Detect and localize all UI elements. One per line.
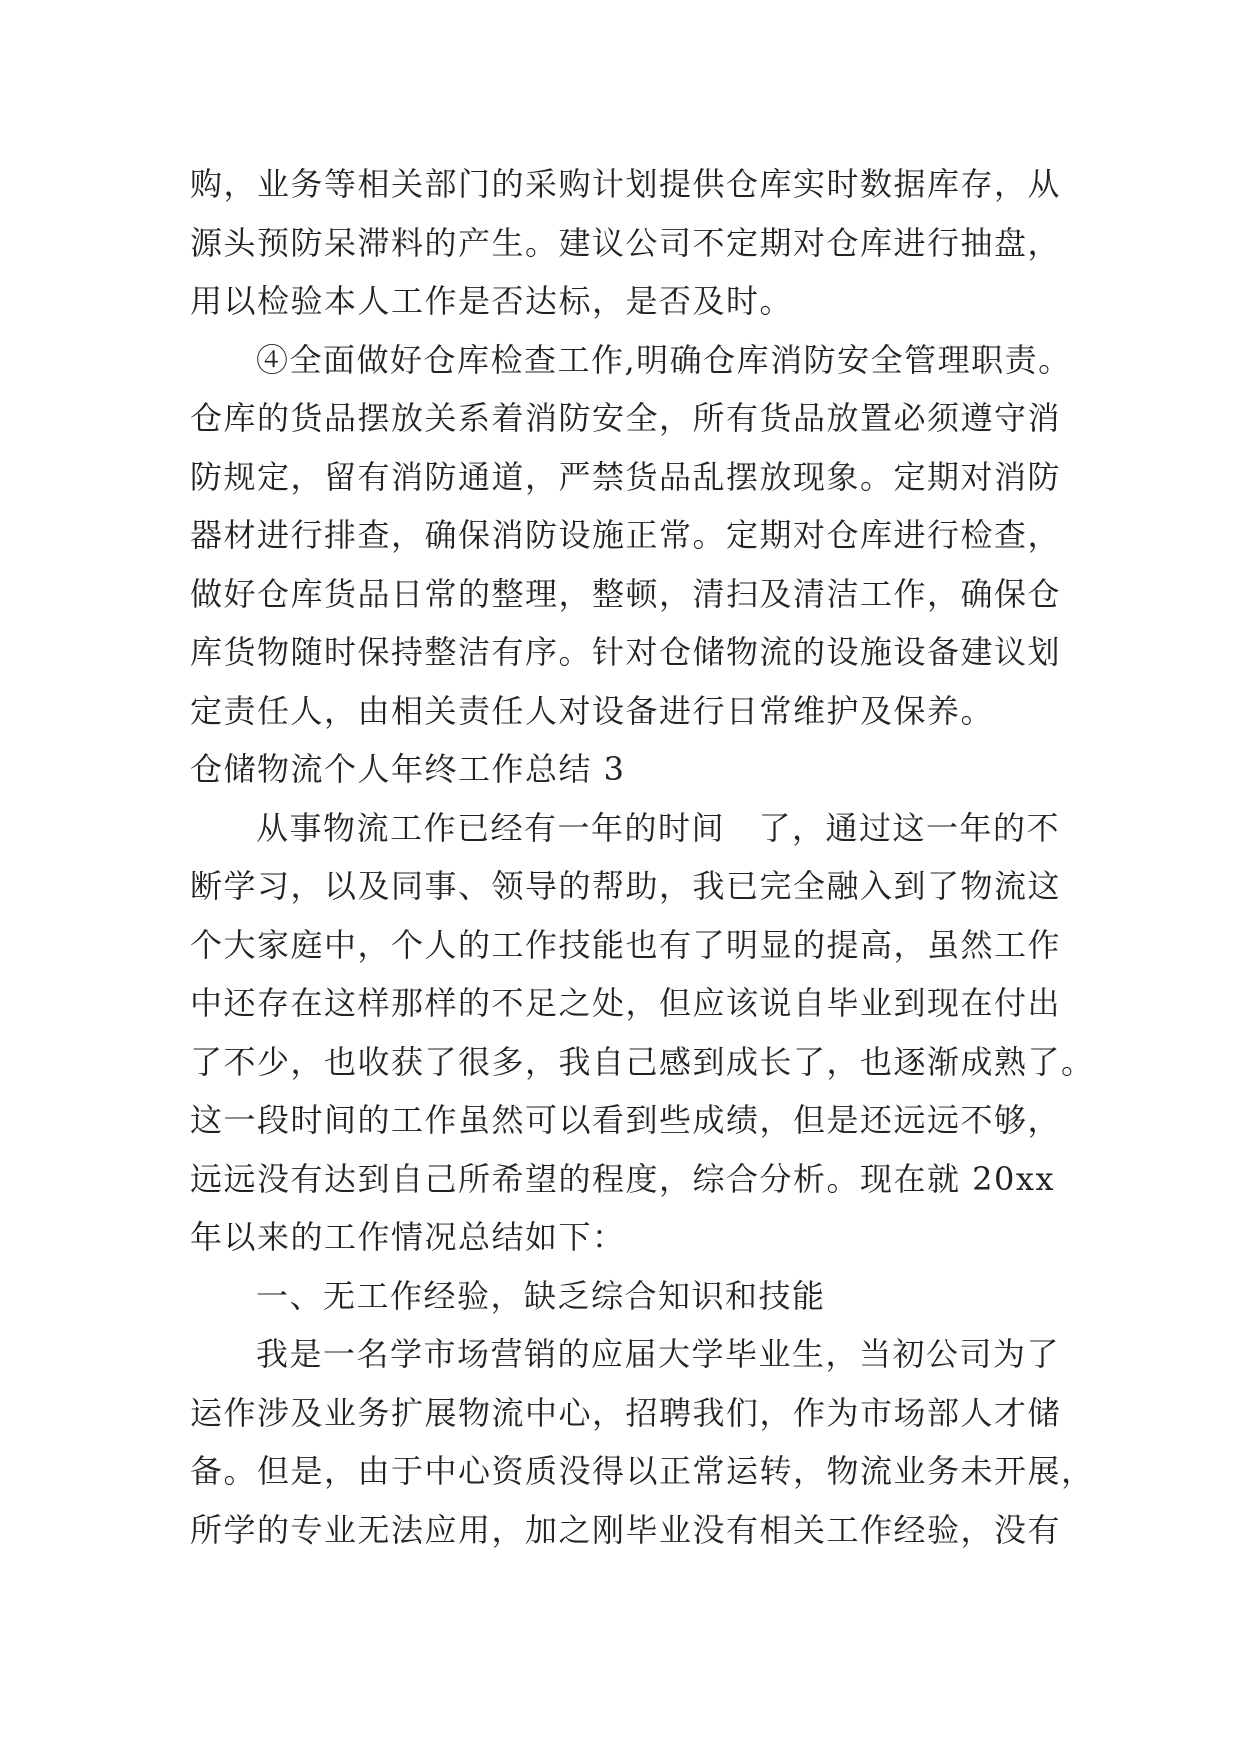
text-line: 中还存在这样那样的不足之处，但应该说自毕业到现在付出	[190, 984, 1062, 1022]
document-body	[190, 155, 1095, 1559]
text-line: 防规定，留有消防通道，严禁货品乱摆放现象。定期对消防	[190, 457, 1062, 496]
text-line: 源头预防呆滞料的产生。建议公司不定期对仓库进行抽盘，	[190, 223, 1062, 262]
text-line: 个大家庭中，个人的工作技能也有了明显的提高，虽然工作	[190, 925, 1062, 964]
text-line: ④全面做好仓库检查工作,明确仓库消防安全管理职责。	[256, 340, 1072, 379]
continuation-paragraph	[190, 155, 1070, 331]
text-line: 运作涉及业务扩展物流中心，招聘我们，作为市场部人才储	[190, 1393, 1062, 1432]
subheading-1: 一、无工作经验，缺乏综合知识和技能	[256, 1276, 826, 1315]
section-title: 仓储物流个人年终工作总结 3	[190, 750, 626, 788]
text-line: 断学习，以及同事、领导的帮助，我已完全融入到了物流这	[190, 867, 1062, 905]
item-4-paragraph	[190, 331, 1070, 741]
text-line: 做好仓库货品日常的整理，整顿，清扫及清洁工作，确保仓	[190, 574, 1062, 613]
text-line: 购，业务等相关部门的采购计划提供仓库实时数据库存，从	[190, 165, 1062, 203]
experience-paragraph	[190, 1325, 1095, 1559]
text-line: 从事物流工作已经有一年的时间 了，通过这一年的不	[256, 808, 1061, 847]
text-line: 所学的专业无法应用，加之刚毕业没有相关工作经验，没有	[190, 1510, 1062, 1549]
text-line: 器材进行排查，确保消防设施正常。定期对仓库进行检查，	[190, 516, 1062, 554]
text-line: 这一段时间的工作虽然可以看到些成绩，但是还远远不够，	[190, 1101, 1062, 1139]
text-line: 我是一名学市场营销的应届大学毕业生，当初公司为了	[256, 1335, 1061, 1373]
intro-paragraph	[190, 799, 1095, 1267]
text-line: 用以检验本人工作是否达标，是否及时。	[190, 282, 794, 320]
text-line: 备。但是，由于中心资质没得以正常运转，物流业务未开展，	[190, 1452, 1095, 1490]
text-line: 定责任人，由相关责任人对设备进行日常维护及保养。	[190, 691, 995, 730]
text-line: 库货物随时保持整洁有序。针对仓储物流的设施设备建议划	[190, 633, 1062, 671]
text-line: 远远没有达到自己所希望的程度，综合分析。现在就 20xx	[190, 1159, 1055, 1198]
text-line: 年以来的工作情况总结如下：	[190, 1218, 626, 1256]
text-line: 了不少，也收获了很多，我自己感到成长了，也逐渐成熟了。	[190, 1042, 1095, 1081]
subheading-paragraph	[190, 1267, 1070, 1326]
text-line: 仓库的货品摆放关系着消防安全，所有货品放置必须遵守消	[190, 399, 1062, 437]
